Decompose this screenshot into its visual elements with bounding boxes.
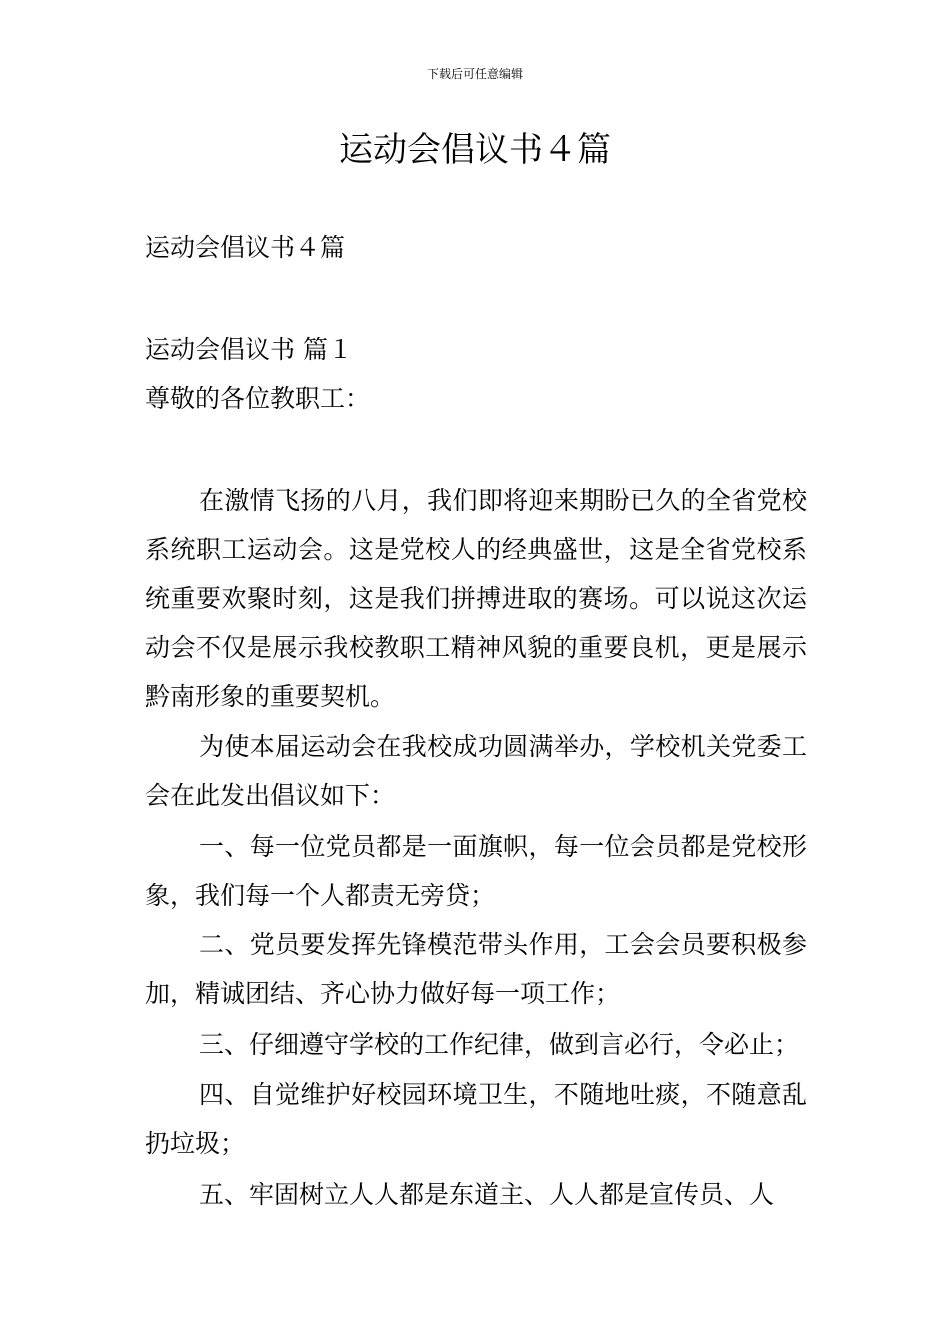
document-subtitle: 运动会倡议书４篇 (145, 233, 346, 262)
document-title: 运动会倡议书４篇 (339, 130, 611, 170)
paragraph: 二、党员要发挥先锋模范带头作用，工会会员要积极参加，精诚团结、齐心协力做好每一项工作； (145, 930, 807, 1008)
paragraph: 四、自觉维护好校园环境卫生，不随地吐痰，不随意乱扔垃圾； (145, 1080, 807, 1158)
section-heading: 运动会倡议书 篇１ (145, 335, 353, 364)
paragraph: 一、每一位党员都是一面旗帜，每一位会员都是党校形象，我们每一个人都责无旁贷； (145, 832, 807, 910)
salutation: 尊敬的各位教职工： (145, 384, 371, 413)
paragraph: 为使本届运动会在我校成功圆满举办，学校机关党委工会在此发出倡议如下： (145, 732, 807, 810)
paragraph: 三、仔细遵守学校的工作纪律，做到言必行，令必止； (199, 1030, 800, 1059)
paragraph: 五、牢固树立人人都是东道主、人人都是宣传员、人 (199, 1180, 775, 1209)
header-note: 下载后可任意编辑 (426, 67, 523, 81)
paragraph: 在激情飞扬的八月，我们即将迎来期盼已久的全省党校系统职工运动会。这是党校人的经典盛世，这是全省党校系统重要欢聚时刻，这是我们拼搏进取的赛场。可以说这次运动会不仅是展示我校教职工精神风貌的重要良机，更是展示黔南形象的重要契机。 (145, 486, 807, 711)
